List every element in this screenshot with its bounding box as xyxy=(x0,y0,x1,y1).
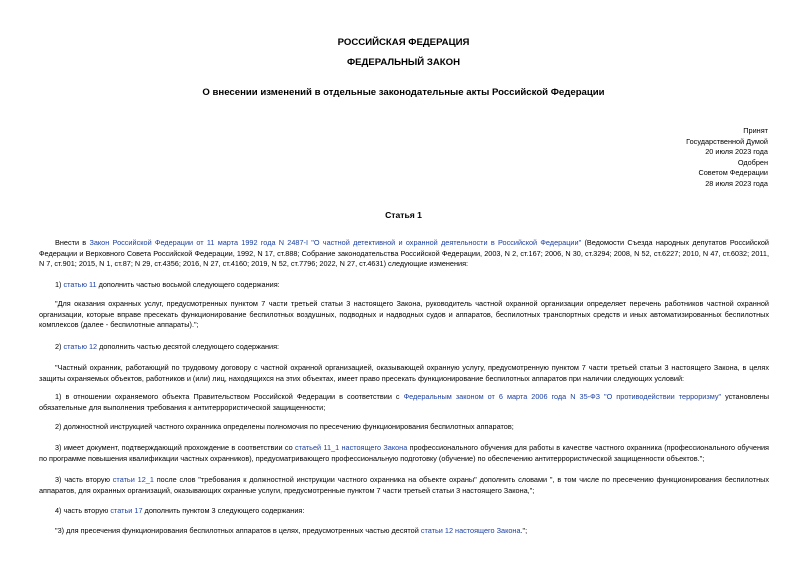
adopted-date: 20 июля 2023 года xyxy=(705,147,768,156)
sub-item-3-text-cont: профессионального обучения для работы в качестве частного охранника (профессионального обучения по программе повышения квалификации частных охранников), предусматривающего профессиональную подготовку (обучение) по обеспечению антитеррористической защищенности объектов."; xyxy=(39,443,770,463)
article-12-law-link[interactable]: статьи 12 настоящего Закона xyxy=(420,526,521,535)
item-3-text: 3) часть вторую xyxy=(55,475,113,484)
federal-law-35-link[interactable]: Федеральным законом от 6 марта 2006 года N 35-ФЗ "О противодействии терроризму" xyxy=(403,392,722,401)
intro-text: Внести в xyxy=(55,238,90,247)
item-3-text-cont: после слов "требования к должностной инструкции частного охранника на объекте охраны" дополнить словами ", в том числе по пресечению функционирования беспилотных аппаратов, для охранных организаций, оказывающих охранные услуги, предусмотренные пунктом 7 части третьей статьи 3 настоящего Закона,"; xyxy=(39,475,769,495)
item-1 xyxy=(39,280,769,291)
adopted-by: Государственной Думой xyxy=(686,136,768,146)
document-title: О внесении изменений в отдельные законодательные акты Российской Федерации xyxy=(202,87,605,98)
item-4-text: 4) часть вторую xyxy=(55,506,111,515)
item-1-num: 1) xyxy=(55,280,64,289)
approved-date: 28 июля 2023 года xyxy=(705,178,768,188)
sub-item-1-text: 1) в отношении охраняемого объекта Правительством Российской Федерации в соответствии с xyxy=(55,392,404,401)
item-4 xyxy=(39,506,769,517)
quote-4-end: ."; xyxy=(520,526,528,535)
sub-item-1 xyxy=(39,392,769,413)
article-11-link[interactable]: статью 11 xyxy=(63,280,97,289)
approved-label: Одобрен xyxy=(737,157,768,167)
document-type-heading: ФЕДЕРАЛЬНЫЙ ЗАКОН xyxy=(346,57,461,68)
item-3 xyxy=(39,475,769,496)
item-2 xyxy=(39,342,769,353)
approved-by: Советом Федерации xyxy=(698,168,768,177)
article-intro xyxy=(39,238,769,270)
sub-item-2: 2) должностной инструкцией частного охранника определены полномочия по пресечению функционирования беспилотных аппаратов; xyxy=(55,422,514,431)
sub-item-3 xyxy=(39,443,769,464)
law-1992-link[interactable]: Закон Российской Федерации от 11 марта 1992 года N 2487-I "О частной детективной и охранной деятельности в Российской Федерации" xyxy=(89,238,582,247)
item-2-text: дополнить частью десятой следующего содержания: xyxy=(97,342,280,351)
article-heading: Статья 1 xyxy=(385,210,422,220)
quote-1: "Для оказания охранных услуг, предусмотренных пунктом 7 части третьей статьи 3 настоящего Закона, руководитель частной охранной организации определяет перечень работников частной охранной организации, которые вправе пресекать функционирование беспилотных воздушных, подводных и надводных судов и аппаратов, беспилотных транспортных средств и иных автоматизированных беспилотных комплексов (далее - беспилотные аппараты)."; xyxy=(39,299,769,330)
sub-item-3-text: 3) имеет документ, подтверждающий прохождение в соответствии со xyxy=(55,443,296,452)
article-12-1-link[interactable]: статьи 12_1 xyxy=(112,475,154,484)
article-17-link[interactable]: статьи 17 xyxy=(110,506,143,515)
sub-item-1-text-cont: установлены обязательные для выполнения требования к антитеррористической защищенности; xyxy=(39,392,769,412)
item-1-text: дополнить частью восьмой следующего содержания: xyxy=(96,280,280,289)
article-11-1-link[interactable]: статьей 11_1 настоящего Закона xyxy=(295,443,408,452)
quote-4 xyxy=(39,526,769,537)
adopted-label: Принят xyxy=(743,126,768,135)
adoption-block xyxy=(686,126,768,189)
intro-text-cont: (Ведомости Съезда народных депутатов Российской Федерации и Верховного Совета Российской Федерации, 1992, N 17, ст.888; Собрание законодательства Российской Федерации, 2003, N 2, ст.167; 2006, N 30, ст.3294; 2008, N 52, ст.6227; 2010, N 47, ст.6032; 2011, N 7, ст.901; 2015, N 1, ст.87; N 29, ст.4356; 2016, N 27, ст.4160; 2019, N 52, ст.7796; 2022, N 27, ст.4631) следующие изменения: xyxy=(39,238,769,269)
item-2-num: 2) xyxy=(55,342,64,351)
quote-2: "Частный охранник, работающий по трудовому договору с частной охранной организацией, оказывающей охранную услугу, предусмотренную пунктом 7 части третьей статьи 3 настоящего Закона, в целях защиты охраняемых объектов, работников и (или) лиц, находящихся на этих объектах, имеет право пресекать функционирование беспилотных аппаратов при наличии следующих условий: xyxy=(39,363,769,383)
article-12-link[interactable]: статью 12 xyxy=(63,342,98,351)
item-4-text-cont: дополнить пунктом 3 следующего содержания: xyxy=(142,506,305,515)
quote-4-text: "3) для пресечения функционирования беспилотных аппаратов в целях, предусмотренных частью десятой xyxy=(55,526,421,535)
country-heading: РОССИЙСКАЯ ФЕДЕРАЦИЯ xyxy=(337,37,470,48)
